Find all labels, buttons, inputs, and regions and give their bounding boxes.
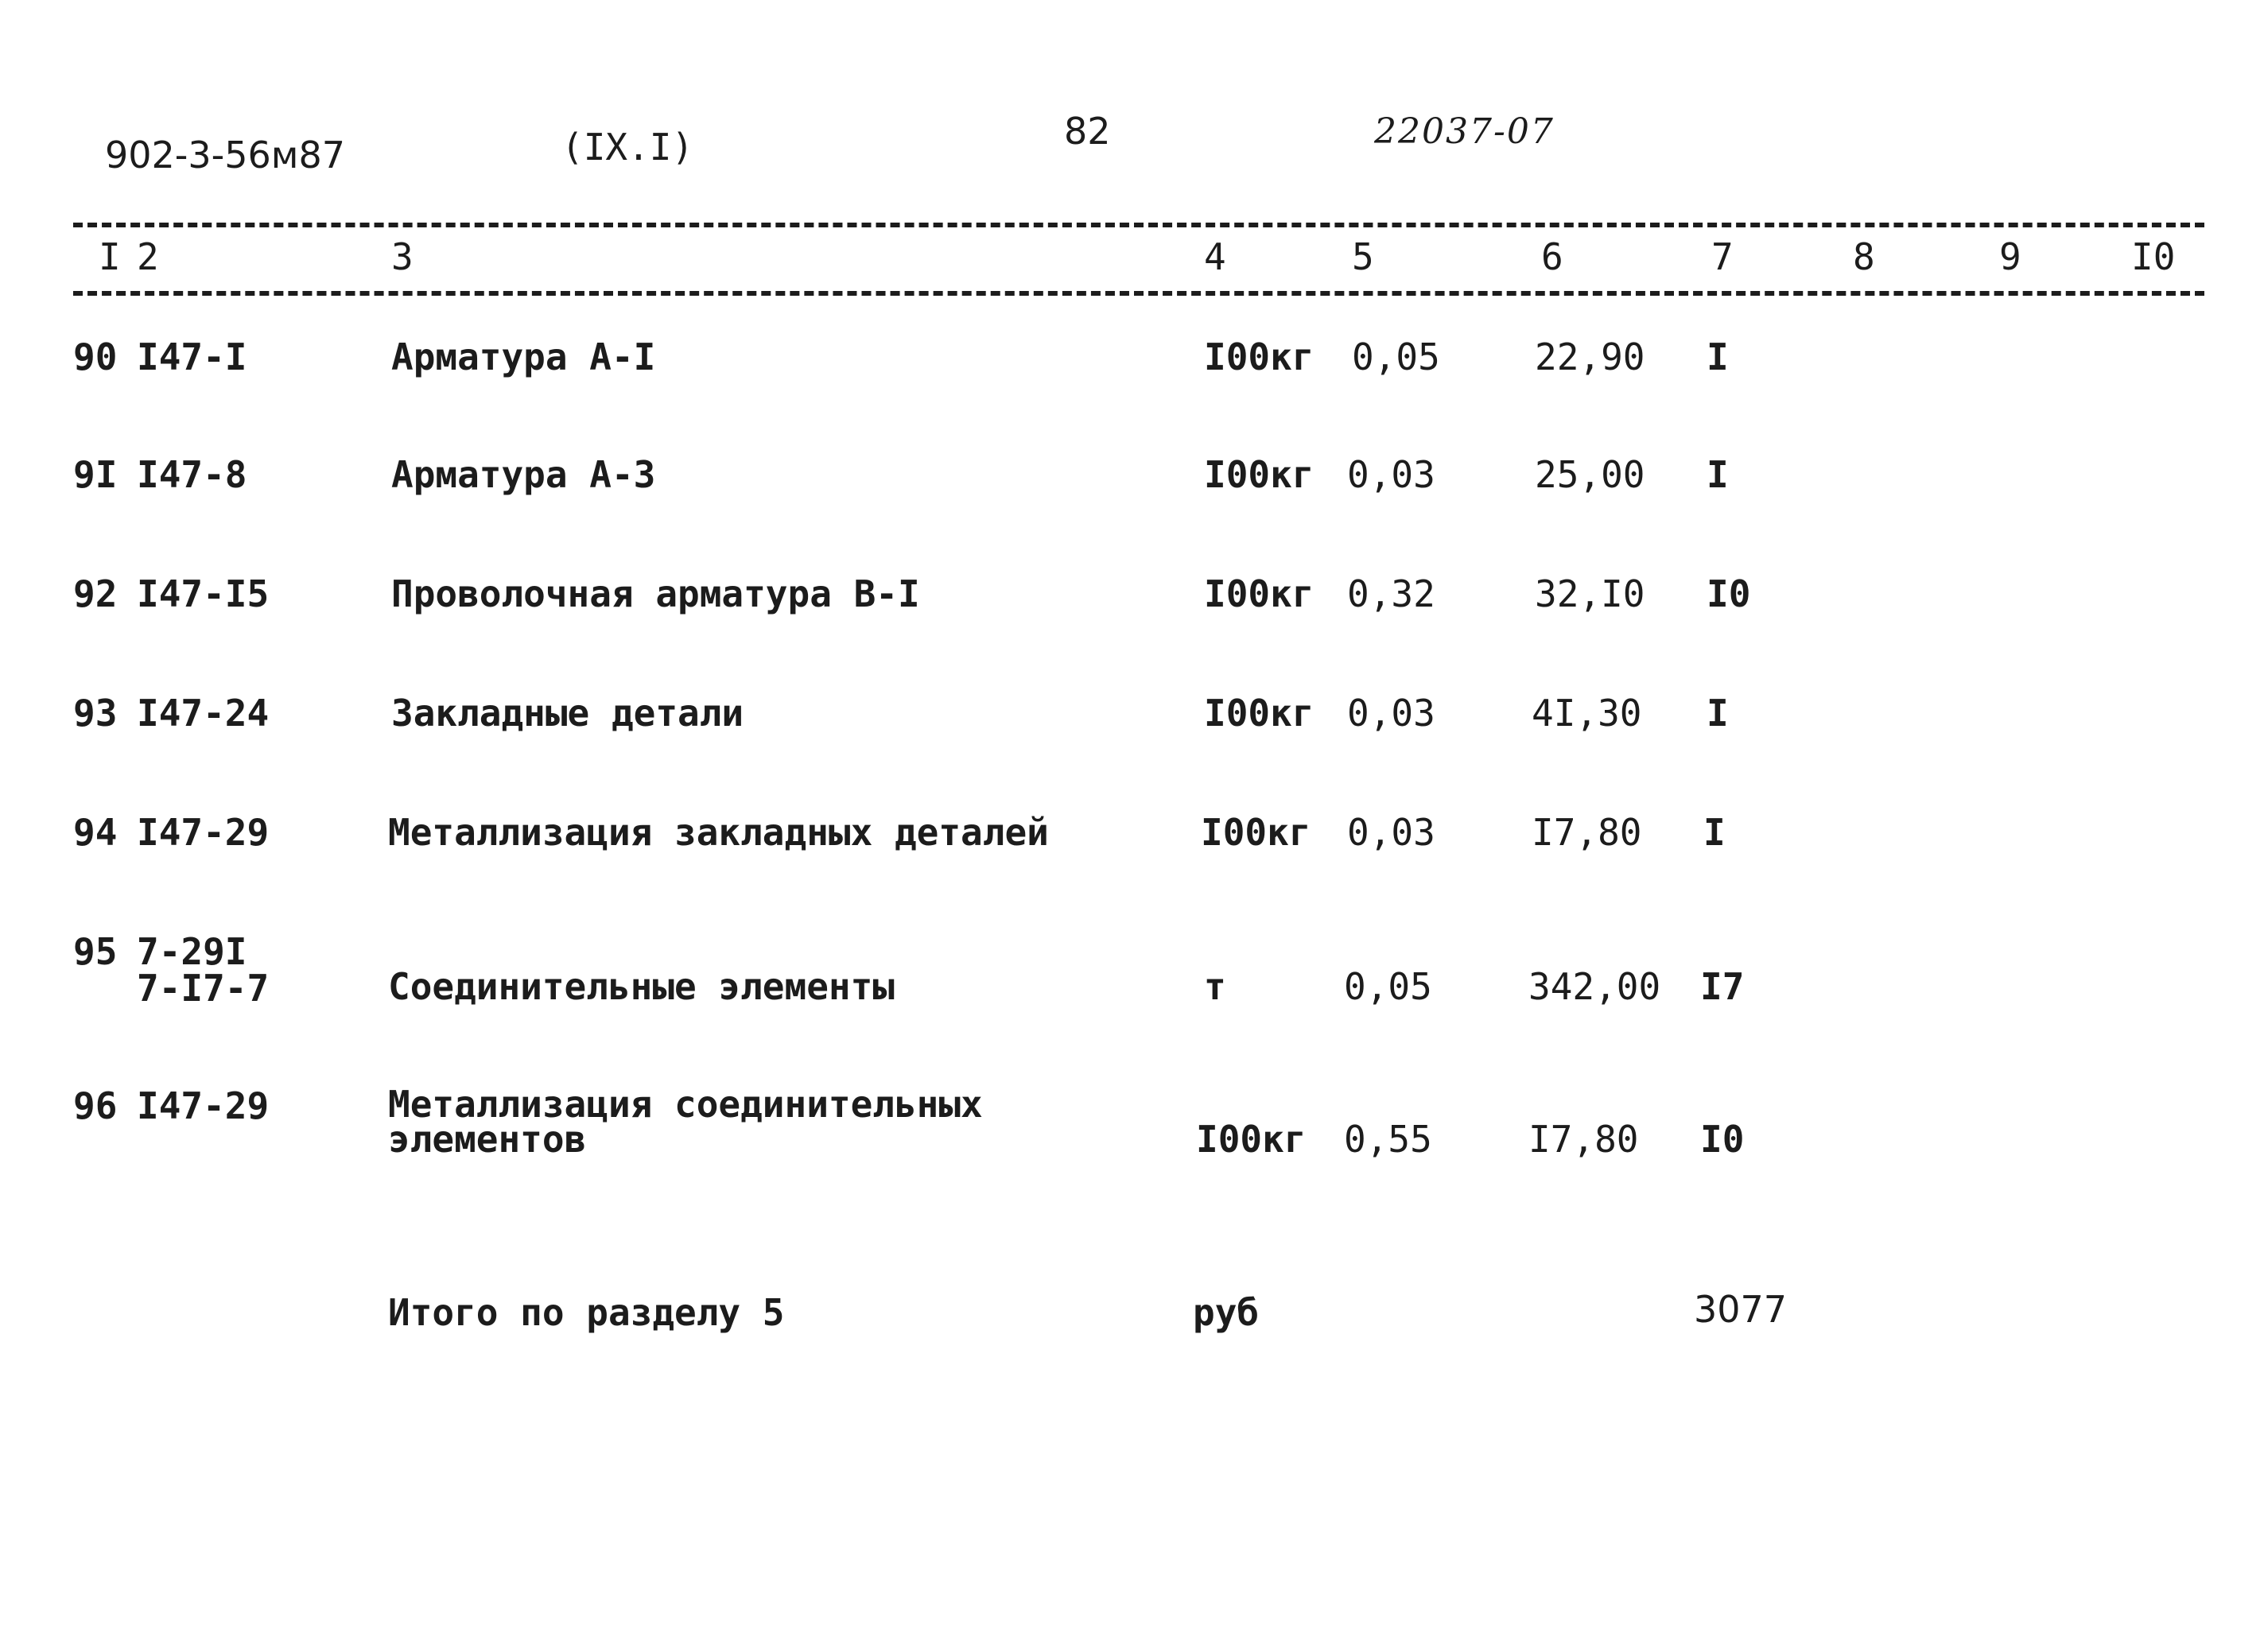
row-description: Проволочная арматура В-I <box>391 572 920 615</box>
row-total: I0 <box>1700 1118 1745 1161</box>
row-price: I7,80 <box>1528 1118 1639 1161</box>
row-unit: I00кг <box>1204 335 1315 378</box>
header-rule-top <box>73 223 2204 227</box>
row-quantity: 0,03 <box>1347 453 1435 496</box>
row-total: I <box>1707 453 1729 496</box>
summary-total: 3077 <box>1694 1288 1788 1331</box>
row-description: Соединительные элементы <box>388 965 895 1008</box>
row-code: I47-8 <box>137 453 247 496</box>
section-label: (IX.I) <box>561 126 694 169</box>
row-code: I47-29 <box>137 1084 270 1127</box>
row-number: 95 <box>73 930 118 973</box>
row-code: I47-I <box>137 335 247 378</box>
row-quantity: 0,05 <box>1344 965 1432 1008</box>
row-number: 96 <box>73 1084 118 1127</box>
page-number: 82 <box>1064 110 1111 153</box>
row-quantity: 0,55 <box>1344 1118 1432 1161</box>
row-quantity: 0,03 <box>1347 692 1435 735</box>
column-header-10: I0 <box>2131 235 2176 278</box>
row-number: 92 <box>73 572 118 615</box>
row-quantity: 0,32 <box>1347 572 1435 615</box>
row-unit: I00кг <box>1201 811 1311 854</box>
header-rule-bottom <box>73 291 2204 296</box>
row-quantity: 0,05 <box>1352 335 1440 378</box>
column-header-7: 7 <box>1711 235 1734 278</box>
column-header-3: 3 <box>391 235 414 278</box>
row-number: 93 <box>73 692 118 735</box>
row-price: 342,00 <box>1528 965 1661 1008</box>
row-total: I7 <box>1700 965 1745 1008</box>
column-header-6: 6 <box>1541 235 1563 278</box>
row-unit: I00кг <box>1204 692 1315 735</box>
row-price: 4I,30 <box>1532 692 1642 735</box>
row-code: I47-I5 <box>137 572 270 615</box>
row-price: 32,I0 <box>1535 572 1645 615</box>
row-description-continued: элементов <box>388 1118 587 1161</box>
row-description: Металлизация закладных деталей <box>388 811 1049 854</box>
row-description: Металлизация соединительных <box>388 1083 983 1126</box>
row-unit: I00кг <box>1204 572 1315 615</box>
document-number: 22037-07 <box>1374 111 1555 152</box>
document-code: 902-3-56м87 <box>105 134 346 176</box>
row-code-secondary: 7-I7-7 <box>137 967 270 1010</box>
column-header-4: 4 <box>1204 235 1226 278</box>
row-code: I47-29 <box>137 811 270 854</box>
summary-unit: руб <box>1193 1291 1260 1334</box>
column-header-2: 2 <box>137 235 159 278</box>
row-description: Закладные детали <box>391 692 744 735</box>
row-total: I <box>1707 335 1729 378</box>
row-price: I7,80 <box>1532 811 1642 854</box>
row-price: 22,90 <box>1535 335 1645 378</box>
row-quantity: 0,03 <box>1347 811 1435 854</box>
row-total: I <box>1707 692 1729 735</box>
row-code: 7-29I <box>137 930 247 973</box>
row-unit: I00кг <box>1196 1118 1307 1161</box>
summary-label: Итого по разделу 5 <box>388 1291 785 1334</box>
row-description: Арматура А-3 <box>391 453 656 496</box>
column-header-1: I <box>99 235 121 278</box>
column-header-8: 8 <box>1853 235 1875 278</box>
row-total: I <box>1703 811 1726 854</box>
row-description: Арматура А-I <box>391 335 656 378</box>
row-number: 94 <box>73 811 118 854</box>
row-number: 9I <box>73 453 118 496</box>
row-total: I0 <box>1707 572 1751 615</box>
row-unit: I00кг <box>1204 453 1315 496</box>
row-code: I47-24 <box>137 692 270 735</box>
column-header-5: 5 <box>1352 235 1374 278</box>
row-unit: т <box>1204 965 1226 1008</box>
row-price: 25,00 <box>1535 453 1645 496</box>
column-header-9: 9 <box>1999 235 2021 278</box>
row-number: 90 <box>73 335 118 378</box>
